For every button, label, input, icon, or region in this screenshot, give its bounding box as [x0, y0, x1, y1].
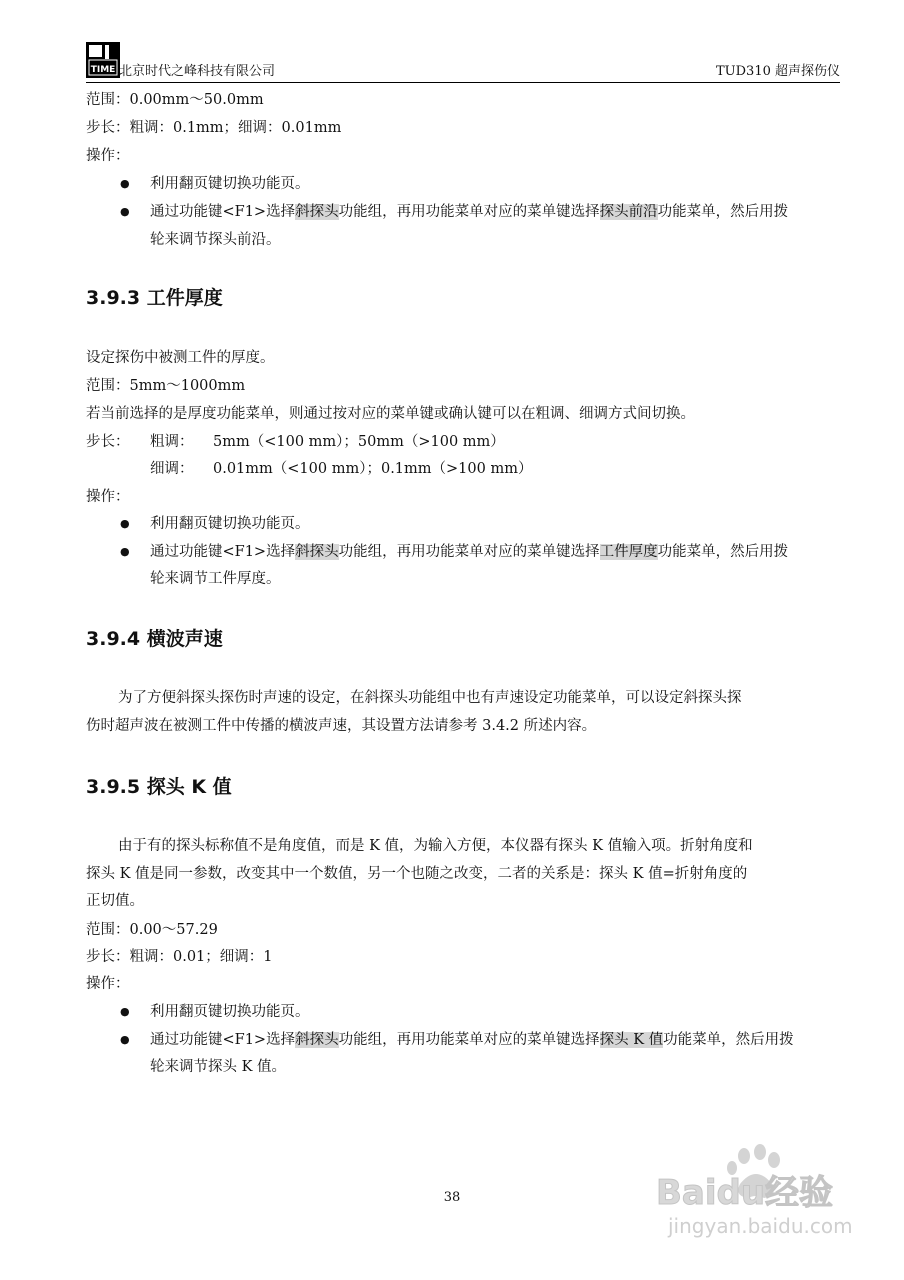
bullet-icon: ●: [120, 177, 130, 190]
range-line: 范围：0.00～57.29: [86, 922, 218, 938]
document-title: TUD310 超声探伤仪: [716, 64, 840, 79]
operation-step: 利用翻页键切换功能页。: [150, 516, 310, 532]
section-heading: 3.9.5 探头 K 值: [86, 776, 232, 798]
range-line: 范围：5mm～1000mm: [86, 378, 246, 394]
operation-step: 利用翻页键切换功能页。: [150, 1004, 310, 1020]
operation-step-continued: 轮来调节工件厚度。: [150, 571, 281, 587]
highlight-menu: 工件厚度: [599, 544, 658, 560]
operations-label: 操作：: [86, 148, 130, 164]
watermark-brand: Baidu经验: [656, 1173, 834, 1213]
bullet-icon: ●: [120, 205, 130, 218]
operation-step-continued: 轮来调节探头前沿。: [150, 232, 281, 248]
bullet-icon: ●: [120, 1005, 130, 1018]
paragraph-line: 探头 K 值是同一参数，改变其中一个数值，另一个也随之改变，二者的关系是：探头 K 值=折射角度的: [86, 866, 748, 882]
bullet-icon: ●: [120, 517, 130, 530]
fine-value: 0.01mm（<100 mm）；0.1mm（>100 mm）: [213, 461, 533, 477]
bullet-icon: ●: [120, 1033, 130, 1046]
operation-step: 利用翻页键切换功能页。: [150, 176, 310, 192]
highlight-group: 斜探头: [295, 1032, 339, 1048]
section-heading: 3.9.3 工件厚度: [86, 287, 223, 309]
highlight-group: 斜探头: [295, 204, 339, 220]
highlight-group: 斜探头: [295, 544, 339, 560]
operation-step-continued: 轮来调节探头 K 值。: [150, 1059, 287, 1075]
paragraph-line: 为了方便斜探头探伤时声速的设定，在斜探头功能组中也有声速设定功能菜单，可以设定斜探头探: [118, 690, 742, 706]
step-label: 步长：: [86, 434, 130, 450]
header-rule: [86, 82, 840, 83]
paragraph-line: 正切值。: [86, 893, 144, 909]
step-line: 步长：粗调：0.1mm；细调：0.01mm: [86, 120, 342, 136]
coarse-value: 5mm（<100 mm）；50mm（>100 mm）: [213, 434, 505, 450]
logo-text: TIME: [90, 65, 116, 75]
bullet-icon: ●: [120, 545, 130, 558]
time-logo: [86, 42, 120, 78]
range-line: 范围：0.00mm～50.0mm: [86, 92, 264, 108]
page-number: 38: [443, 1190, 461, 1205]
operation-step: 通过功能键<F1>选择斜探头功能组，再用功能菜单对应的菜单键选择探头前沿功能菜单，然后用拨: [150, 204, 789, 220]
coarse-label: 粗调：: [150, 434, 194, 450]
highlight-menu: 探头 K 值: [599, 1032, 664, 1048]
paragraph-line: 伤时超声波在被测工件中传播的横波声速，其设置方法请参考 3.4.2 所述内容。: [86, 718, 597, 734]
paragraph-line: 由于有的探头标称值不是角度值，而是 K 值，为输入方便，本仪器有探头 K 值输入项。折射角度和: [118, 838, 753, 854]
note-line: 若当前选择的是厚度功能菜单，则通过按对应的菜单键或确认键可以在粗调、细调方式间切换。: [86, 406, 695, 422]
operations-label: 操作：: [86, 489, 130, 505]
watermark-url: jingyan.baidu.com: [668, 1214, 853, 1238]
operation-step: 通过功能键<F1>选择斜探头功能组，再用功能菜单对应的菜单键选择工件厚度功能菜单，然后用拨: [150, 544, 789, 560]
fine-label: 细调：: [150, 461, 194, 477]
section-heading: 3.9.4 横波声速: [86, 628, 223, 650]
company-name: 北京时代之峰科技有限公司: [119, 64, 276, 79]
operations-label: 操作：: [86, 976, 130, 992]
section-description: 设定探伤中被测工件的厚度。: [86, 350, 275, 366]
step-line: 步长：粗调：0.01；细调：1: [86, 949, 273, 965]
operation-step: 通过功能键<F1>选择斜探头功能组，再用功能菜单对应的菜单键选择探头 K 值功能菜单，然后用拨: [150, 1032, 794, 1048]
highlight-menu: 探头前沿: [599, 204, 658, 220]
